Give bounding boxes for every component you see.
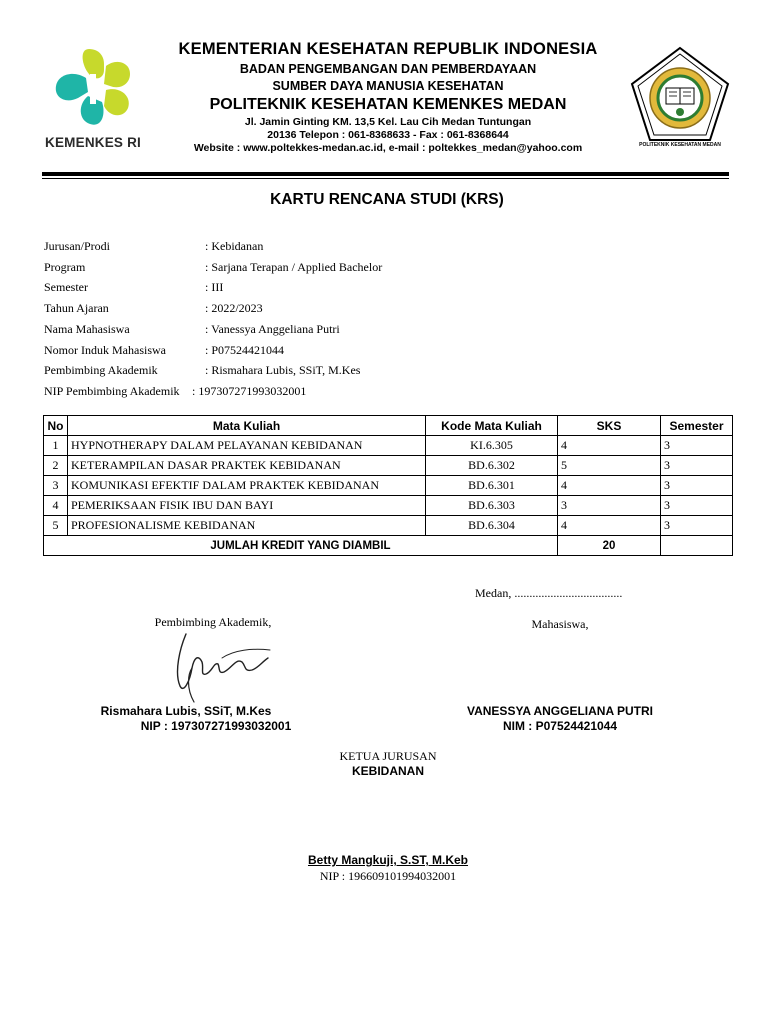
advisor-name: Rismahara Lubis, SSiT, M.Kes [100,704,272,718]
ministry-name: KEMENTERIAN KESEHATAN REPUBLIK INDONESIA [178,40,598,58]
info-label-nim: Nomor Induk Mahasiswa [44,343,166,357]
info-value-tahun-ajaran: : 2022/2023 [205,301,263,315]
student-nim: NIM : P07524421044 [502,719,618,733]
cell-mata-kuliah: KOMUNIKASI EFEKTIF DALAM PRAKTEK KEBIDANAN [68,476,426,496]
info-label-pembimbing: Pembimbing Akademik [44,363,158,377]
advisor-role: Pembimbing Akademik, [154,615,272,629]
head-department: KEBIDANAN [352,764,424,778]
address-line-2: 20136 Telepon : 061-8368633 - Fax : 061-8368644 [267,129,509,141]
header-semester: Semester [661,416,733,436]
info-label-semester: Semester [44,280,88,294]
agency-line-1: BADAN PENGEMBANGAN DAN PEMBERDAYAAN [239,62,537,76]
cell-mata-kuliah: KETERAMPILAN DASAR PRAKTEK KEBIDANAN [68,456,426,476]
info-label-tahun-ajaran: Tahun Ajaran [44,301,109,315]
info-label-jurusan: Jurusan/Prodi [44,239,110,253]
address-line-1: Jl. Jamin Ginting KM. 13,5 Kel. Lau Cih Medan Tuntungan [244,116,532,128]
cell-no: 2 [44,456,68,476]
head-name: Betty Mangkuji, S.ST, M.Keb [307,853,469,867]
header-kode: Kode Mata Kuliah [426,416,558,436]
info-value-pembimbing: : Rismahara Lubis, SSiT, M.Kes [205,363,361,377]
document-title: KARTU RENCANA STUDI (KRS) [270,191,504,208]
header-rule-thick [42,172,729,176]
cell-semester: 3 [661,496,733,516]
agency-line-2: SUMBER DAYA MANUSIA KESEHATAN [272,79,504,93]
cell-mata-kuliah: PEMERIKSAAN FISIK IBU DAN BAYI [68,496,426,516]
info-value-nip-pembimbing: : 197307271993032001 [192,384,307,398]
cell-kode: BD.6.301 [426,476,558,496]
cell-sks: 5 [558,456,661,476]
cell-kode: KI.6.305 [426,436,558,456]
cell-kode: BD.6.304 [426,516,558,536]
cell-kode: BD.6.303 [426,496,558,516]
place-date: Medan, .................................... [475,586,623,600]
head-role: KETUA JURUSAN [339,749,437,763]
header-mata-kuliah: Mata Kuliah [68,416,426,436]
kemenkes-logo-text: KEMENKES RI [45,135,141,150]
info-label-nama: Nama Mahasiswa [44,322,130,336]
info-value-semester: : III [205,280,224,294]
header-sks: SKS [558,416,661,436]
cell-semester: 3 [661,436,733,456]
table-total-row [44,536,733,556]
info-label-program: Program [44,260,86,274]
cell-mata-kuliah: PROFESIONALISME KEBIDANAN [68,516,426,536]
header-rule-thin [42,178,729,179]
cell-no: 1 [44,436,68,456]
poltekkes-seal [628,44,732,154]
cell-no: 3 [44,476,68,496]
info-value-nim: : P07524421044 [205,343,285,357]
student-name: VANESSYA ANGGELIANA PUTRI [466,704,654,718]
total-empty-cell [661,536,733,556]
info-value-nama: : Vanessya Anggeliana Putri [205,322,340,336]
cell-sks: 4 [558,476,661,496]
advisor-nip: NIP : 197307271993032001 [140,719,292,733]
head-nip: NIP : 196609101994032001 [319,869,457,883]
cell-semester: 3 [661,516,733,536]
student-role: Mahasiswa, [531,617,589,631]
table-row [44,476,733,496]
cell-semester: 3 [661,476,733,496]
cell-no: 4 [44,496,68,516]
header-no: No [44,416,68,436]
cell-kode: BD.6.302 [426,456,558,476]
cell-mata-kuliah: HYPNOTHERAPY DALAM PELAYANAN KEBIDANAN [68,436,426,456]
table-row [44,456,733,476]
cell-sks: 4 [558,516,661,536]
cell-sks: 4 [558,436,661,456]
cell-semester: 3 [661,456,733,476]
krs-table [43,415,733,556]
table-row [44,496,733,516]
table-row [44,516,733,536]
advisor-signature [162,628,274,711]
seal-caption: POLITEKNIK KESEHATAN MEDAN [639,142,721,148]
table-header-row [44,416,733,436]
address-line-3: Website : www.poltekkes-medan.ac.id, e-mail : poltekkes_medan@yahoo.com [193,142,583,154]
cell-sks: 3 [558,496,661,516]
table-row [44,436,733,456]
info-value-jurusan: : Kebidanan [205,239,264,253]
info-label-nip-pembimbing: NIP Pembimbing Akademik [44,384,180,398]
cell-no: 5 [44,516,68,536]
total-label: JUMLAH KREDIT YANG DIAMBIL [44,536,558,556]
total-value: 20 [558,536,661,556]
info-value-program: : Sarjana Terapan / Applied Bachelor [205,260,383,274]
institution-name: POLITEKNIK KESEHATAN KEMENKES MEDAN [209,96,567,113]
